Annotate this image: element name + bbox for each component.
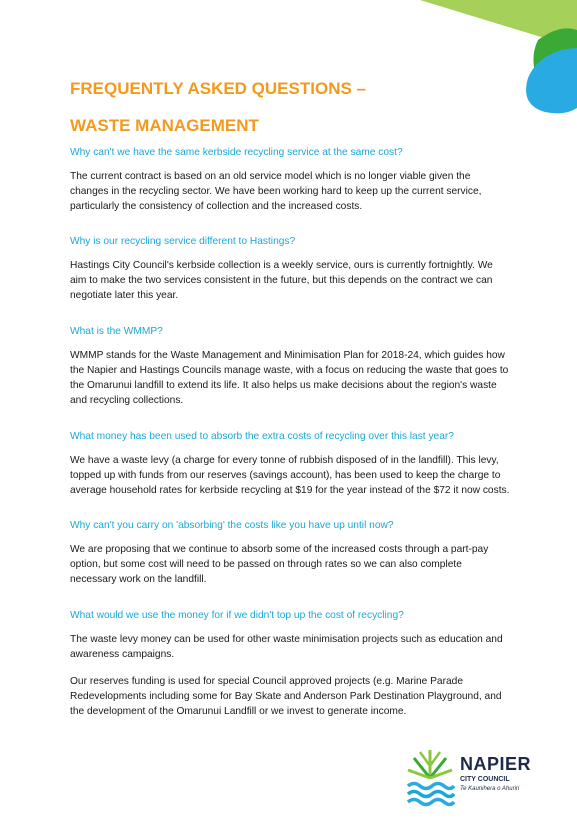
logo-icon <box>404 744 456 810</box>
title-line-2: WASTE MANAGEMENT <box>70 116 259 135</box>
faq-answer: We have a waste levy (a charge for every tonne of rubbish disposed of in the landfill). This levy, topped up with funds from our reserves (savings account), has been used to keep the charge to average household rates for kerbside recycling at $19 for the year instead of the $72 it now costs. <box>70 455 510 496</box>
page-title <box>70 74 366 135</box>
faq-item <box>70 325 510 408</box>
faq-item <box>70 235 510 303</box>
faq-answer: WMMP stands for the Waste Management and Minimisation Plan for 2018-24, which guides how the Napier and Hastings Councils manage waste, with a focus on reducing the waste that goes to the Omarunui landfill to extend its life. It also helps us make decisions about the region's waste and recycling collections. <box>70 350 509 406</box>
faq-answer-continued: Our reserves funding is used for special Council approved projects (e.g. Marine Parade Redevelopments including some for Bay Skate and Anderson Park Destination Playground, and the development of the Omarunui Landfill or we invest to generate income. <box>70 676 502 717</box>
faq-answer: The waste levy money can be used for other waste minimisation projects such as education and awareness campaigns. <box>70 634 503 660</box>
faq-answer: Hastings City Council's kerbside collection is a weekly service, ours is currently fortnightly. We aim to make the two services consistent in the future, but this depends on the contract we can negotiate later this year. <box>70 260 493 301</box>
faq-item <box>70 519 510 587</box>
faq-item <box>70 609 510 719</box>
faq-question: Why can't we have the same kerbside recycling service at the same cost? <box>70 147 403 158</box>
faq-question: What is the WMMP? <box>70 326 163 337</box>
faq-question: Why can't you carry on 'absorbing' the costs like you have up until now? <box>70 520 394 531</box>
title-line-1: FREQUENTLY ASKED QUESTIONS – <box>70 79 366 98</box>
logo-subtitle: CITY COUNCIL <box>460 776 510 783</box>
faq-question: Why is our recycling service different to Hastings? <box>70 236 296 247</box>
faq-answer: We are proposing that we continue to absorb some of the increased costs through a part-pay option, but some cost will need to be passed on through rates so we can also complete necessary work on the landfill. <box>70 544 489 585</box>
faq-question: What would we use the money for if we didn't top up the cost of recycling? <box>70 610 404 621</box>
faq-item <box>70 146 510 214</box>
faq-question: What money has been used to absorb the extra costs of recycling over this last year? <box>70 431 454 442</box>
logo-tagline: Te Kaunihera o Ahuriri <box>460 786 520 792</box>
faq-item <box>70 430 510 498</box>
faq-answer: The current contract is based on an old service model which is no longer viable given the changes in the recycling sector. We have been working hard to keep up the current service, particularly the consistency of collection and the increased costs. <box>70 171 482 212</box>
logo-name: NAPIER <box>460 754 532 774</box>
napier-city-council-logo <box>404 744 554 810</box>
